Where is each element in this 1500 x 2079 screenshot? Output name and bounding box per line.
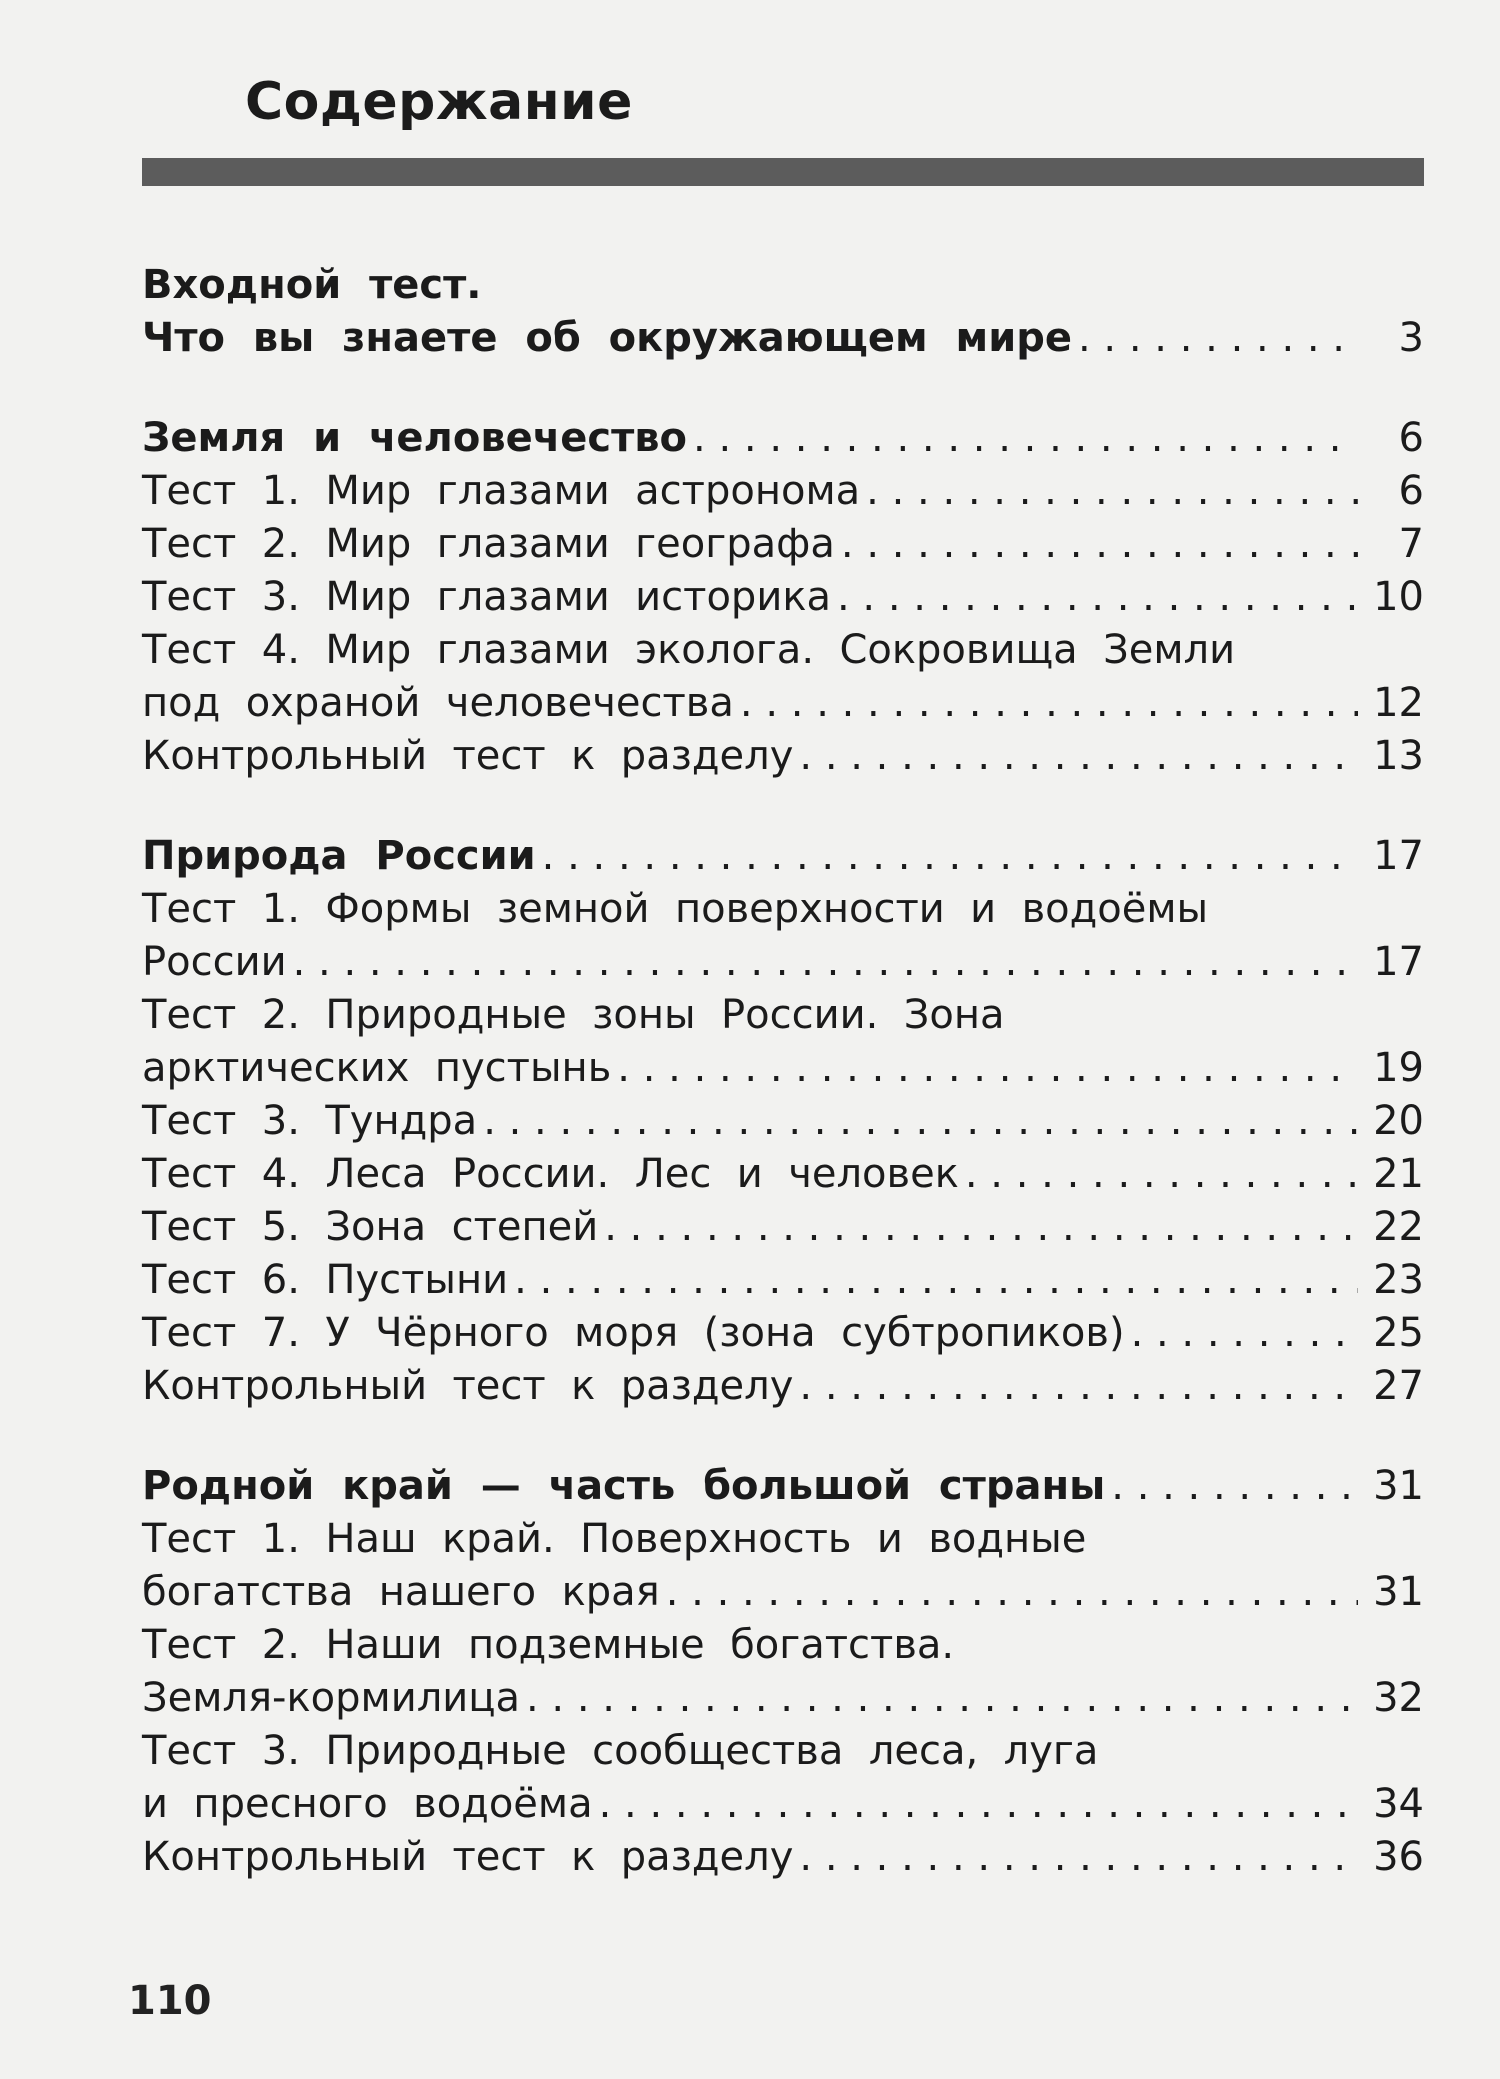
- toc-page-number: 13: [1373, 733, 1424, 779]
- dot-leader: [837, 574, 1358, 620]
- toc-page-number: 17: [1373, 939, 1424, 985]
- toc-entry-title: Тест 4. Мир глазами эколога. Сокровища Земли: [142, 627, 1236, 673]
- toc-page-number: 6: [1398, 415, 1424, 461]
- toc-entry-title: богатства нашего края: [142, 1569, 660, 1615]
- toc-entry: [142, 1204, 1424, 1257]
- toc-entry: [142, 521, 1424, 574]
- toc-entry-title: Входной тест.: [142, 262, 482, 308]
- toc-entry: [142, 992, 1424, 1045]
- toc-entry-title: Тест 5. Зона степей: [142, 1204, 599, 1250]
- toc-page-number: 23: [1373, 1257, 1424, 1303]
- toc-entry: [142, 886, 1424, 939]
- table-of-contents: [142, 262, 1424, 1887]
- toc-entry-title: Тест 1. Наш край. Поверхность и водные: [142, 1516, 1087, 1562]
- toc-entry-title: Контрольный тест к разделу: [142, 1834, 794, 1880]
- toc-entry-title: Земля и человечество: [142, 415, 688, 461]
- dot-leader: [965, 1151, 1358, 1197]
- toc-entry-title: Тест 1. Формы земной поверхности и водоёмы: [142, 886, 1209, 932]
- dot-leader: [799, 1834, 1358, 1880]
- toc-page-number: 36: [1373, 1834, 1424, 1880]
- toc-section-heading: [142, 315, 1424, 368]
- toc-entry-title: Контрольный тест к разделу: [142, 1363, 794, 1409]
- toc-entry: [142, 627, 1424, 680]
- toc-entry: [142, 680, 1424, 733]
- toc-entry-title: Тест 6. Пустыни: [142, 1257, 509, 1303]
- toc-page-number: 31: [1373, 1463, 1424, 1509]
- toc-entry-title: Тест 4. Леса России. Лес и человек: [142, 1151, 959, 1197]
- dot-leader: [604, 1204, 1358, 1250]
- dot-leader: [617, 1045, 1358, 1091]
- toc-entry-title: Тест 3. Природные сообщества леса, луга: [142, 1728, 1099, 1774]
- dot-leader: [1078, 315, 1358, 361]
- toc-entry-title: и пресного водоёма: [142, 1781, 593, 1827]
- toc-page-number: 10: [1373, 574, 1424, 620]
- dot-leader: [514, 1257, 1358, 1303]
- dot-leader: [866, 468, 1358, 514]
- toc-entry: [142, 1622, 1424, 1675]
- toc-entry-title: Что вы знаете об окружающем мире: [142, 315, 1072, 361]
- dot-leader: [542, 833, 1358, 879]
- toc-page-number: 12: [1373, 680, 1424, 726]
- dot-leader: [526, 1675, 1358, 1721]
- toc-page-number: 22: [1373, 1204, 1424, 1250]
- toc-entry: [142, 1834, 1424, 1887]
- toc-entry: [142, 1045, 1424, 1098]
- toc-entry-title: Тест 2. Наши подземные богатства.: [142, 1622, 955, 1668]
- dot-leader: [1111, 1463, 1358, 1509]
- toc-page-number: 6: [1398, 468, 1424, 514]
- toc-entry: [142, 1257, 1424, 1310]
- toc-section: [142, 1463, 1424, 1887]
- dot-leader: [799, 733, 1358, 779]
- toc-page-number: 34: [1373, 1781, 1424, 1827]
- toc-entry-title: Тест 7. У Чёрного моря (зона субтропиков): [142, 1310, 1125, 1356]
- page-title: Содержание: [245, 72, 633, 132]
- toc-entry: [142, 1569, 1424, 1622]
- toc-page-number: 27: [1373, 1363, 1424, 1409]
- toc-section: [142, 262, 1424, 368]
- dot-leader: [599, 1781, 1358, 1827]
- dot-leader: [693, 415, 1358, 461]
- toc-entry-title: арктических пустынь: [142, 1045, 612, 1091]
- section-gap: [142, 368, 1424, 415]
- toc-page-number: 7: [1398, 521, 1424, 567]
- toc-section-heading: [142, 415, 1424, 468]
- dot-leader: [293, 939, 1358, 985]
- toc-page-number: 21: [1373, 1151, 1424, 1197]
- toc-entry-title: Тест 2. Мир глазами географа: [142, 521, 835, 567]
- toc-entry: [142, 1151, 1424, 1204]
- toc-entry: [142, 1728, 1424, 1781]
- dot-leader: [483, 1098, 1358, 1144]
- toc-page-number: 3: [1398, 315, 1424, 361]
- dot-leader: [841, 521, 1358, 567]
- toc-entry: [142, 1675, 1424, 1728]
- toc-page-number: 20: [1373, 1098, 1424, 1144]
- toc-entry-title: Тест 3. Мир глазами историка: [142, 574, 831, 620]
- toc-page-number: 31: [1373, 1569, 1424, 1615]
- toc-entry-title: Природа России: [142, 833, 536, 879]
- page-number: 110: [128, 1978, 212, 2024]
- toc-page-number: 25: [1373, 1310, 1424, 1356]
- toc-page-number: 17: [1373, 833, 1424, 879]
- toc-section: [142, 415, 1424, 786]
- toc-entry: [142, 574, 1424, 627]
- dot-leader: [740, 680, 1358, 726]
- toc-entry: [142, 468, 1424, 521]
- toc-entry-title: Тест 2. Природные зоны России. Зона: [142, 992, 1005, 1038]
- section-gap: [142, 1416, 1424, 1463]
- toc-page-number: 19: [1373, 1045, 1424, 1091]
- toc-entry: [142, 1363, 1424, 1416]
- toc-entry-title: Земля-кормилица: [142, 1675, 520, 1721]
- toc-entry: [142, 939, 1424, 992]
- toc-section-heading: [142, 833, 1424, 886]
- toc-page-number: 32: [1373, 1675, 1424, 1721]
- toc-section-heading: [142, 1463, 1424, 1516]
- toc-section: [142, 833, 1424, 1416]
- dot-leader: [1131, 1310, 1358, 1356]
- toc-entry: [142, 1098, 1424, 1151]
- dot-leader: [799, 1363, 1358, 1409]
- section-gap: [142, 786, 1424, 833]
- toc-entry: [142, 733, 1424, 786]
- toc-entry: [142, 1781, 1424, 1834]
- toc-section-heading: [142, 262, 1424, 315]
- toc-entry-title: Родной край — часть большой страны: [142, 1463, 1106, 1509]
- toc-entry: [142, 1310, 1424, 1363]
- title-divider-bar: [142, 158, 1424, 186]
- dot-leader: [666, 1569, 1358, 1615]
- toc-entry-title: Контрольный тест к разделу: [142, 733, 794, 779]
- toc-entry-title: Тест 3. Тундра: [142, 1098, 478, 1144]
- toc-entry-title: России: [142, 939, 287, 985]
- toc-entry-title: под охраной человечества: [142, 680, 734, 726]
- toc-entry: [142, 1516, 1424, 1569]
- toc-entry-title: Тест 1. Мир глазами астронома: [142, 468, 861, 514]
